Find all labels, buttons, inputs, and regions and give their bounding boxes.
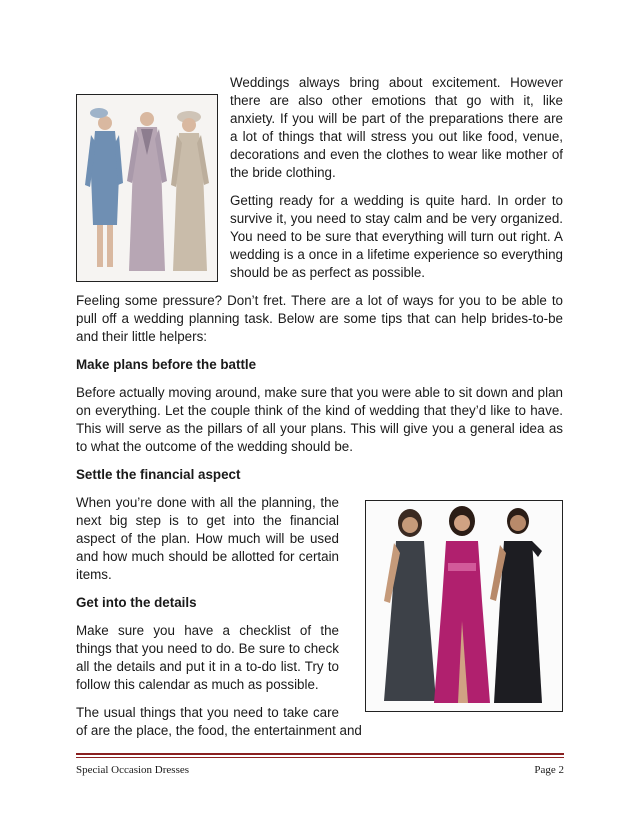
body-text [76, 74, 563, 750]
evening-gowns-photo [365, 500, 563, 712]
paragraph-6: Make sure you have a checklist of the things that you need to do. Be sure to check all the details and put it in a to-do list. Try to follow this calendar as much as possible. [76, 623, 339, 692]
paragraph-2: Getting ready for a wedding is quite hard. In order to survive it, you need to stay calm and be very organized. You need to be sure that everything will turn out right. A wedding is a once in a lifetime experience so everything should be as perfect as possible. [230, 193, 563, 280]
paragraph-5: When you’re done with all the planning, the next big step is to get into the financial aspect of the plan. How much will be used and how much should be allotted for certain items. [76, 495, 339, 582]
paragraph-7: The usual things that you need to take care of are the place, the food, the entertainment and [76, 705, 362, 738]
paragraph-1: Weddings always bring about excitement. However there are also other emotions that go with it, like anxiety. If you will be part of the preparations there are a lot of things that will stress you out like food, venue, decorations and even the clothes to wear like mother of the bride clothing. [230, 75, 563, 180]
footer-rule-thin [76, 757, 564, 758]
page-number: Page 2 [534, 764, 564, 776]
heading-financial: Settle the financial aspect [76, 467, 241, 482]
paragraph-3: Feeling some pressure? Don’t fret. There are a lot of ways for you to be able to pull off a wedding planning task. Below are some tips that can help brides-to-be and their little helpers: [76, 293, 563, 344]
footer-rule-thick [76, 753, 564, 755]
heading-make-plans: Make plans before the battle [76, 357, 257, 372]
paragraph-4: Before actually moving around, make sure that you were able to sit down and plan on everything. Let the couple think of the kind of wedding that they’d like to have. This will serve as the pillars of all your plans. This will give you a general idea as to what the outcome of the wedding should be. [76, 385, 563, 454]
footer-title: Special Occasion Dresses [76, 764, 190, 776]
heading-details: Get into the details [76, 595, 197, 610]
mother-of-bride-photo [76, 94, 218, 282]
